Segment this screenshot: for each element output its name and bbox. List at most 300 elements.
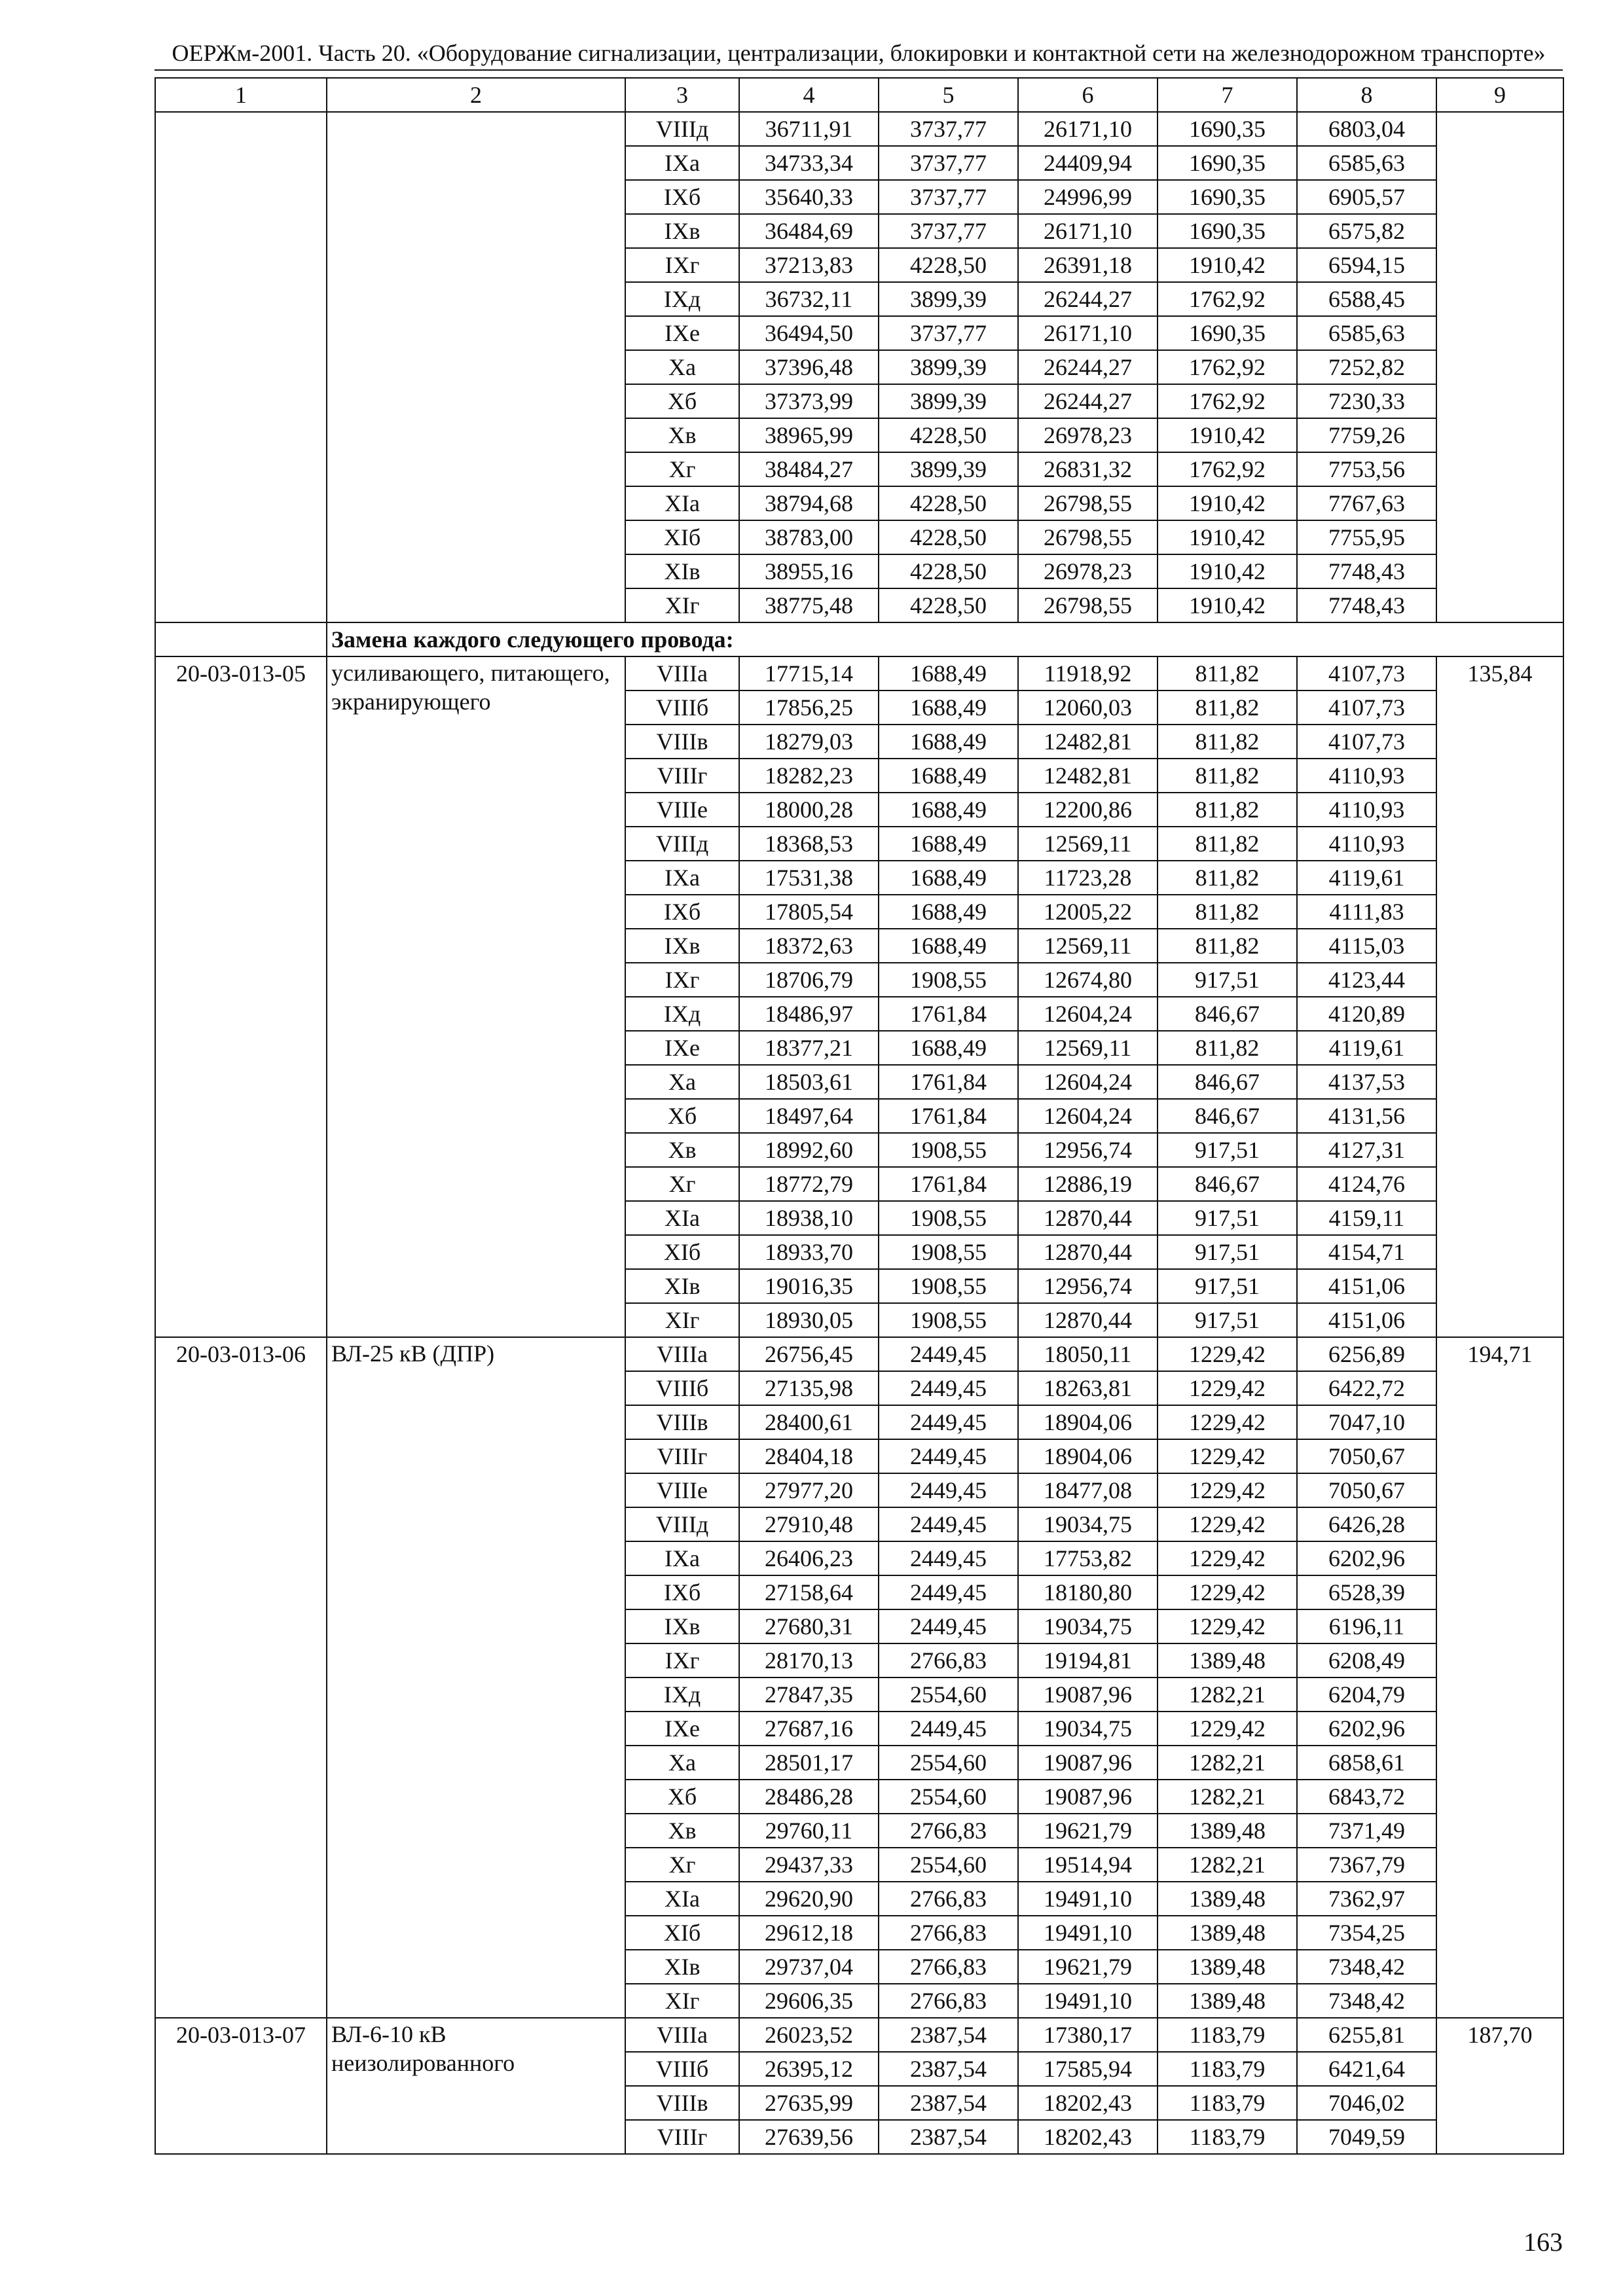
class-cell: VIIIг	[625, 2120, 739, 2154]
table-row	[155, 112, 1563, 146]
col4-cell: 29737,04	[739, 1950, 879, 1984]
col5-cell: 2766,83	[879, 1882, 1018, 1916]
col5-cell: 1761,84	[879, 1099, 1018, 1133]
column-number-8: 8	[1297, 78, 1436, 112]
col4-cell: 29437,33	[739, 1848, 879, 1882]
col4-cell: 17856,25	[739, 691, 879, 725]
col4-cell: 28400,61	[739, 1405, 879, 1439]
item-code: 20-03-013-07	[155, 2018, 327, 2154]
col6-cell: 19491,10	[1018, 1984, 1158, 2018]
col5-cell: 3899,39	[879, 452, 1018, 486]
col6-cell: 12569,11	[1018, 929, 1158, 963]
col7-cell: 1389,48	[1158, 1984, 1297, 2018]
col4-cell: 17805,54	[739, 895, 879, 929]
col7-cell: 846,67	[1158, 1167, 1297, 1201]
col6-cell: 18180,80	[1018, 1575, 1158, 1609]
col6-cell: 18263,81	[1018, 1371, 1158, 1405]
col8-cell: 6196,11	[1297, 1609, 1436, 1643]
col4-cell: 29612,18	[739, 1916, 879, 1950]
col5-cell: 4228,50	[879, 520, 1018, 554]
col4-cell: 38484,27	[739, 452, 879, 486]
col8-cell: 6256,89	[1297, 1337, 1436, 1371]
col7-cell: 1762,92	[1158, 350, 1297, 384]
col8-cell: 4124,76	[1297, 1167, 1436, 1201]
col5-cell: 3737,77	[879, 180, 1018, 214]
col6-cell: 26978,23	[1018, 554, 1158, 588]
col8-cell: 4131,56	[1297, 1099, 1436, 1133]
col4-cell: 37213,83	[739, 248, 879, 282]
col8-cell: 6255,81	[1297, 2018, 1436, 2052]
class-cell: XIа	[625, 1882, 739, 1916]
col7-cell: 1910,42	[1158, 248, 1297, 282]
class-cell: VIIIа	[625, 1337, 739, 1371]
col4-cell: 38965,99	[739, 418, 879, 452]
col4-cell: 18279,03	[739, 725, 879, 759]
col7-cell: 811,82	[1158, 861, 1297, 895]
col4-cell: 26406,23	[739, 1541, 879, 1575]
col6-cell: 17753,82	[1018, 1541, 1158, 1575]
col6-cell: 19034,75	[1018, 1609, 1158, 1643]
col7-cell: 811,82	[1158, 929, 1297, 963]
col8-cell: 6843,72	[1297, 1780, 1436, 1814]
column-number-6: 6	[1018, 78, 1158, 112]
col8-cell: 4151,06	[1297, 1269, 1436, 1303]
col4-cell: 27847,35	[739, 1677, 879, 1712]
continued-code-cell	[155, 112, 327, 622]
col7-cell: 1282,21	[1158, 1677, 1297, 1712]
col7-cell: 1282,21	[1158, 1746, 1297, 1780]
col4-cell: 36711,91	[739, 112, 879, 146]
col4-cell: 19016,35	[739, 1269, 879, 1303]
col6-cell: 12870,44	[1018, 1303, 1158, 1337]
col8-cell: 6202,96	[1297, 1712, 1436, 1746]
col5-cell: 1908,55	[879, 963, 1018, 997]
col4-cell: 27135,98	[739, 1371, 879, 1405]
col4-cell: 18503,61	[739, 1065, 879, 1099]
col4-cell: 18497,64	[739, 1099, 879, 1133]
col5-cell: 1688,49	[879, 895, 1018, 929]
class-cell: IXв	[625, 929, 739, 963]
class-cell: Xв	[625, 1133, 739, 1167]
class-cell: Xа	[625, 350, 739, 384]
class-cell: XIв	[625, 1950, 739, 1984]
col5-cell: 1688,49	[879, 759, 1018, 793]
class-cell: IXа	[625, 861, 739, 895]
col7-cell: 1762,92	[1158, 282, 1297, 316]
col8-cell: 4110,93	[1297, 793, 1436, 827]
col6-cell: 17585,94	[1018, 2052, 1158, 2086]
col4-cell: 27635,99	[739, 2086, 879, 2120]
col8-cell: 7348,42	[1297, 1984, 1436, 2018]
col8-cell: 6858,61	[1297, 1746, 1436, 1780]
col7-cell: 1389,48	[1158, 1916, 1297, 1950]
class-cell: XIг	[625, 1303, 739, 1337]
col4-cell: 36484,69	[739, 214, 879, 248]
col4-cell: 17715,14	[739, 656, 879, 691]
col8-cell: 7367,79	[1297, 1848, 1436, 1882]
col6-cell: 12604,24	[1018, 1065, 1158, 1099]
col6-cell: 19514,94	[1018, 1848, 1158, 1882]
col4-cell: 27680,31	[739, 1609, 879, 1643]
col5-cell: 1688,49	[879, 827, 1018, 861]
col6-cell: 18477,08	[1018, 1473, 1158, 1507]
col5-cell: 2387,54	[879, 2120, 1018, 2154]
col6-cell: 12604,24	[1018, 997, 1158, 1031]
column-number-row	[155, 78, 1563, 112]
col7-cell: 1229,42	[1158, 1507, 1297, 1541]
col5-cell: 2449,45	[879, 1337, 1018, 1371]
col6-cell: 26244,27	[1018, 384, 1158, 418]
col7-cell: 917,51	[1158, 1133, 1297, 1167]
col7-cell: 1389,48	[1158, 1643, 1297, 1677]
col4-cell: 26395,12	[739, 2052, 879, 2086]
class-cell: VIIIг	[625, 1439, 739, 1473]
col7-cell: 1282,21	[1158, 1848, 1297, 1882]
col6-cell: 26391,18	[1018, 248, 1158, 282]
col9-cell: 194,71	[1436, 1337, 1563, 2018]
col7-cell: 917,51	[1158, 963, 1297, 997]
col8-cell: 7354,25	[1297, 1916, 1436, 1950]
col8-cell: 4110,93	[1297, 827, 1436, 861]
col7-cell: 1229,42	[1158, 1473, 1297, 1507]
col4-cell: 34733,34	[739, 146, 879, 180]
col4-cell: 18706,79	[739, 963, 879, 997]
col8-cell: 6426,28	[1297, 1507, 1436, 1541]
class-cell: VIIIе	[625, 793, 739, 827]
col7-cell: 846,67	[1158, 997, 1297, 1031]
col6-cell: 12569,11	[1018, 1031, 1158, 1065]
col6-cell: 19491,10	[1018, 1882, 1158, 1916]
col5-cell: 2449,45	[879, 1575, 1018, 1609]
col6-cell: 12870,44	[1018, 1201, 1158, 1235]
col8-cell: 7049,59	[1297, 2120, 1436, 2154]
class-cell: VIIIд	[625, 112, 739, 146]
col6-cell: 18050,11	[1018, 1337, 1158, 1371]
col7-cell: 1183,79	[1158, 2120, 1297, 2154]
section-blank-cell	[155, 622, 327, 656]
col7-cell: 1183,79	[1158, 2018, 1297, 2052]
col5-cell: 2766,83	[879, 1916, 1018, 1950]
col5-cell: 2554,60	[879, 1848, 1018, 1882]
col7-cell: 1229,42	[1158, 1439, 1297, 1473]
item-code: 20-03-013-06	[155, 1337, 327, 2018]
col5-cell: 1908,55	[879, 1201, 1018, 1235]
table-row	[155, 1337, 1563, 1371]
col4-cell: 18372,63	[739, 929, 879, 963]
col7-cell: 1690,35	[1158, 214, 1297, 248]
col4-cell: 36494,50	[739, 316, 879, 350]
col8-cell: 7362,97	[1297, 1882, 1436, 1916]
item-name: ВЛ-6-10 кВ неизолированного	[327, 2018, 625, 2154]
col5-cell: 4228,50	[879, 486, 1018, 520]
col6-cell: 19087,96	[1018, 1746, 1158, 1780]
col6-cell: 26171,10	[1018, 316, 1158, 350]
col6-cell: 24409,94	[1018, 146, 1158, 180]
col4-cell: 38955,16	[739, 554, 879, 588]
col7-cell: 1229,42	[1158, 1541, 1297, 1575]
col7-cell: 1183,79	[1158, 2052, 1297, 2086]
class-cell: VIIIд	[625, 827, 739, 861]
col7-cell: 917,51	[1158, 1269, 1297, 1303]
col5-cell: 2449,45	[879, 1405, 1018, 1439]
col8-cell: 7348,42	[1297, 1950, 1436, 1984]
col8-cell: 7748,43	[1297, 554, 1436, 588]
col6-cell: 26244,27	[1018, 282, 1158, 316]
col5-cell: 2449,45	[879, 1609, 1018, 1643]
col4-cell: 28501,17	[739, 1746, 879, 1780]
col8-cell: 6422,72	[1297, 1371, 1436, 1405]
col8-cell: 4123,44	[1297, 963, 1436, 997]
col5-cell: 1761,84	[879, 1167, 1018, 1201]
col7-cell: 1229,42	[1158, 1405, 1297, 1439]
col4-cell: 26756,45	[739, 1337, 879, 1371]
col8-cell: 4119,61	[1297, 1031, 1436, 1065]
col7-cell: 1229,42	[1158, 1337, 1297, 1371]
col8-cell: 4110,93	[1297, 759, 1436, 793]
class-cell: Xб	[625, 1780, 739, 1814]
class-cell: XIа	[625, 1201, 739, 1235]
col6-cell: 26171,10	[1018, 214, 1158, 248]
col4-cell: 27910,48	[739, 1507, 879, 1541]
col5-cell: 2766,83	[879, 1984, 1018, 2018]
class-cell: IXе	[625, 316, 739, 350]
col6-cell: 24996,99	[1018, 180, 1158, 214]
class-cell: IXд	[625, 282, 739, 316]
col5-cell: 2387,54	[879, 2086, 1018, 2120]
col6-cell: 19034,75	[1018, 1712, 1158, 1746]
col8-cell: 6575,82	[1297, 214, 1436, 248]
item-code: 20-03-013-05	[155, 656, 327, 1337]
col8-cell: 6905,57	[1297, 180, 1436, 214]
col7-cell: 1762,92	[1158, 384, 1297, 418]
class-cell: VIIIб	[625, 691, 739, 725]
class-cell: XIб	[625, 1916, 739, 1950]
col7-cell: 811,82	[1158, 759, 1297, 793]
class-cell: IXв	[625, 214, 739, 248]
price-table	[155, 77, 1564, 2155]
col6-cell: 11723,28	[1018, 861, 1158, 895]
class-cell: VIIIб	[625, 2052, 739, 2086]
col6-cell: 17380,17	[1018, 2018, 1158, 2052]
col6-cell: 12200,86	[1018, 793, 1158, 827]
col4-cell: 28486,28	[739, 1780, 879, 1814]
col7-cell: 1690,35	[1158, 146, 1297, 180]
col6-cell: 12569,11	[1018, 827, 1158, 861]
col8-cell: 7050,67	[1297, 1473, 1436, 1507]
col8-cell: 4151,06	[1297, 1303, 1436, 1337]
col6-cell: 19034,75	[1018, 1507, 1158, 1541]
col6-cell: 18202,43	[1018, 2120, 1158, 2154]
col6-cell: 26171,10	[1018, 112, 1158, 146]
col8-cell: 6588,45	[1297, 282, 1436, 316]
col6-cell: 12674,80	[1018, 963, 1158, 997]
col5-cell: 1908,55	[879, 1303, 1018, 1337]
col4-cell: 28404,18	[739, 1439, 879, 1473]
col4-cell: 38794,68	[739, 486, 879, 520]
col7-cell: 846,67	[1158, 1065, 1297, 1099]
col6-cell: 12060,03	[1018, 691, 1158, 725]
col4-cell: 27158,64	[739, 1575, 879, 1609]
col5-cell: 2554,60	[879, 1746, 1018, 1780]
col9-cell: 187,70	[1436, 2018, 1563, 2154]
col8-cell: 7046,02	[1297, 2086, 1436, 2120]
class-cell: Xг	[625, 1848, 739, 1882]
col6-cell: 26244,27	[1018, 350, 1158, 384]
table-row	[155, 2018, 1563, 2052]
class-cell: VIIIе	[625, 1473, 739, 1507]
col5-cell: 1688,49	[879, 929, 1018, 963]
col8-cell: 4159,11	[1297, 1201, 1436, 1235]
col5-cell: 2766,83	[879, 1950, 1018, 1984]
col8-cell: 7767,63	[1297, 486, 1436, 520]
col8-cell: 7230,33	[1297, 384, 1436, 418]
col8-cell: 4120,89	[1297, 997, 1436, 1031]
col5-cell: 2449,45	[879, 1371, 1018, 1405]
class-cell: IXб	[625, 895, 739, 929]
col5-cell: 2449,45	[879, 1541, 1018, 1575]
col4-cell: 29606,35	[739, 1984, 879, 2018]
class-cell: XIв	[625, 1269, 739, 1303]
item-name: усиливающего, питающего, экранирующего	[327, 656, 625, 1337]
col6-cell: 19194,81	[1018, 1643, 1158, 1677]
col4-cell: 29620,90	[739, 1882, 879, 1916]
col7-cell: 811,82	[1158, 827, 1297, 861]
col7-cell: 1690,35	[1158, 112, 1297, 146]
col8-cell: 7753,56	[1297, 452, 1436, 486]
class-cell: IXд	[625, 997, 739, 1031]
col5-cell: 1908,55	[879, 1133, 1018, 1167]
col6-cell: 18202,43	[1018, 2086, 1158, 2120]
class-cell: XIб	[625, 1235, 739, 1269]
col6-cell: 26978,23	[1018, 418, 1158, 452]
col6-cell: 11918,92	[1018, 656, 1158, 691]
col5-cell: 3899,39	[879, 384, 1018, 418]
col7-cell: 917,51	[1158, 1235, 1297, 1269]
class-cell: IXе	[625, 1031, 739, 1065]
class-cell: XIг	[625, 588, 739, 622]
column-number-1: 1	[155, 78, 327, 112]
col5-cell: 2554,60	[879, 1780, 1018, 1814]
col8-cell: 6585,63	[1297, 146, 1436, 180]
col8-cell: 7371,49	[1297, 1814, 1436, 1848]
col4-cell: 36732,11	[739, 282, 879, 316]
col5-cell: 4228,50	[879, 418, 1018, 452]
col4-cell: 18368,53	[739, 827, 879, 861]
col9-cell: 135,84	[1436, 656, 1563, 1337]
class-cell: Xв	[625, 1814, 739, 1848]
col6-cell: 12604,24	[1018, 1099, 1158, 1133]
class-cell: Xб	[625, 384, 739, 418]
col8-cell: 7050,67	[1297, 1439, 1436, 1473]
class-cell: IXе	[625, 1712, 739, 1746]
col6-cell: 12956,74	[1018, 1269, 1158, 1303]
col5-cell: 3737,77	[879, 316, 1018, 350]
class-cell: VIIIв	[625, 1405, 739, 1439]
col7-cell: 1762,92	[1158, 452, 1297, 486]
col7-cell: 846,67	[1158, 1099, 1297, 1133]
col6-cell: 19491,10	[1018, 1916, 1158, 1950]
col4-cell: 27977,20	[739, 1473, 879, 1507]
col5-cell: 3737,77	[879, 214, 1018, 248]
col4-cell: 38775,48	[739, 588, 879, 622]
class-cell: VIIIб	[625, 1371, 739, 1405]
col6-cell: 18904,06	[1018, 1439, 1158, 1473]
col8-cell: 6528,39	[1297, 1575, 1436, 1609]
col4-cell: 18772,79	[739, 1167, 879, 1201]
col7-cell: 1229,42	[1158, 1371, 1297, 1405]
col4-cell: 27639,56	[739, 2120, 879, 2154]
col5-cell: 1761,84	[879, 1065, 1018, 1099]
class-cell: XIб	[625, 520, 739, 554]
column-number-7: 7	[1158, 78, 1297, 112]
col5-cell: 2766,83	[879, 1643, 1018, 1677]
col8-cell: 6803,04	[1297, 112, 1436, 146]
class-cell: VIIIв	[625, 2086, 739, 2120]
class-cell: IXа	[625, 1541, 739, 1575]
col7-cell: 811,82	[1158, 895, 1297, 929]
col8-cell: 6208,49	[1297, 1643, 1436, 1677]
col5-cell: 1688,49	[879, 725, 1018, 759]
col5-cell: 2387,54	[879, 2052, 1018, 2086]
class-cell: Xа	[625, 1746, 739, 1780]
col6-cell: 26798,55	[1018, 486, 1158, 520]
col7-cell: 917,51	[1158, 1201, 1297, 1235]
col7-cell: 811,82	[1158, 793, 1297, 827]
col8-cell: 6204,79	[1297, 1677, 1436, 1712]
col6-cell: 12886,19	[1018, 1167, 1158, 1201]
col5-cell: 4228,50	[879, 248, 1018, 282]
col5-cell: 1688,49	[879, 861, 1018, 895]
col5-cell: 4228,50	[879, 588, 1018, 622]
col6-cell: 19087,96	[1018, 1780, 1158, 1814]
class-cell: IXг	[625, 963, 739, 997]
col8-cell: 6421,64	[1297, 2052, 1436, 2086]
col8-cell: 7755,95	[1297, 520, 1436, 554]
col7-cell: 1690,35	[1158, 316, 1297, 350]
col8-cell: 6594,15	[1297, 248, 1436, 282]
col8-cell: 4111,83	[1297, 895, 1436, 929]
col5-cell: 3737,77	[879, 112, 1018, 146]
class-cell: Xб	[625, 1099, 739, 1133]
col5-cell: 2449,45	[879, 1473, 1018, 1507]
col7-cell: 1229,42	[1158, 1712, 1297, 1746]
col7-cell: 1910,42	[1158, 486, 1297, 520]
col5-cell: 1908,55	[879, 1269, 1018, 1303]
col5-cell: 3899,39	[879, 282, 1018, 316]
col8-cell: 4127,31	[1297, 1133, 1436, 1167]
col8-cell: 4107,73	[1297, 656, 1436, 691]
col6-cell: 19621,79	[1018, 1950, 1158, 1984]
class-cell: VIIIд	[625, 1507, 739, 1541]
col5-cell: 2449,45	[879, 1507, 1018, 1541]
col6-cell: 26798,55	[1018, 588, 1158, 622]
column-number-4: 4	[739, 78, 879, 112]
col6-cell: 19621,79	[1018, 1814, 1158, 1848]
class-cell: IXб	[625, 180, 739, 214]
col6-cell: 26831,32	[1018, 452, 1158, 486]
col7-cell: 1229,42	[1158, 1575, 1297, 1609]
col4-cell: 18282,23	[739, 759, 879, 793]
column-number-2: 2	[327, 78, 625, 112]
col8-cell: 7252,82	[1297, 350, 1436, 384]
section-row	[155, 622, 1563, 656]
class-cell: IXд	[625, 1677, 739, 1712]
class-cell: XIв	[625, 554, 739, 588]
col7-cell: 1389,48	[1158, 1950, 1297, 1984]
col5-cell: 1761,84	[879, 997, 1018, 1031]
col4-cell: 27687,16	[739, 1712, 879, 1746]
col6-cell: 12482,81	[1018, 725, 1158, 759]
